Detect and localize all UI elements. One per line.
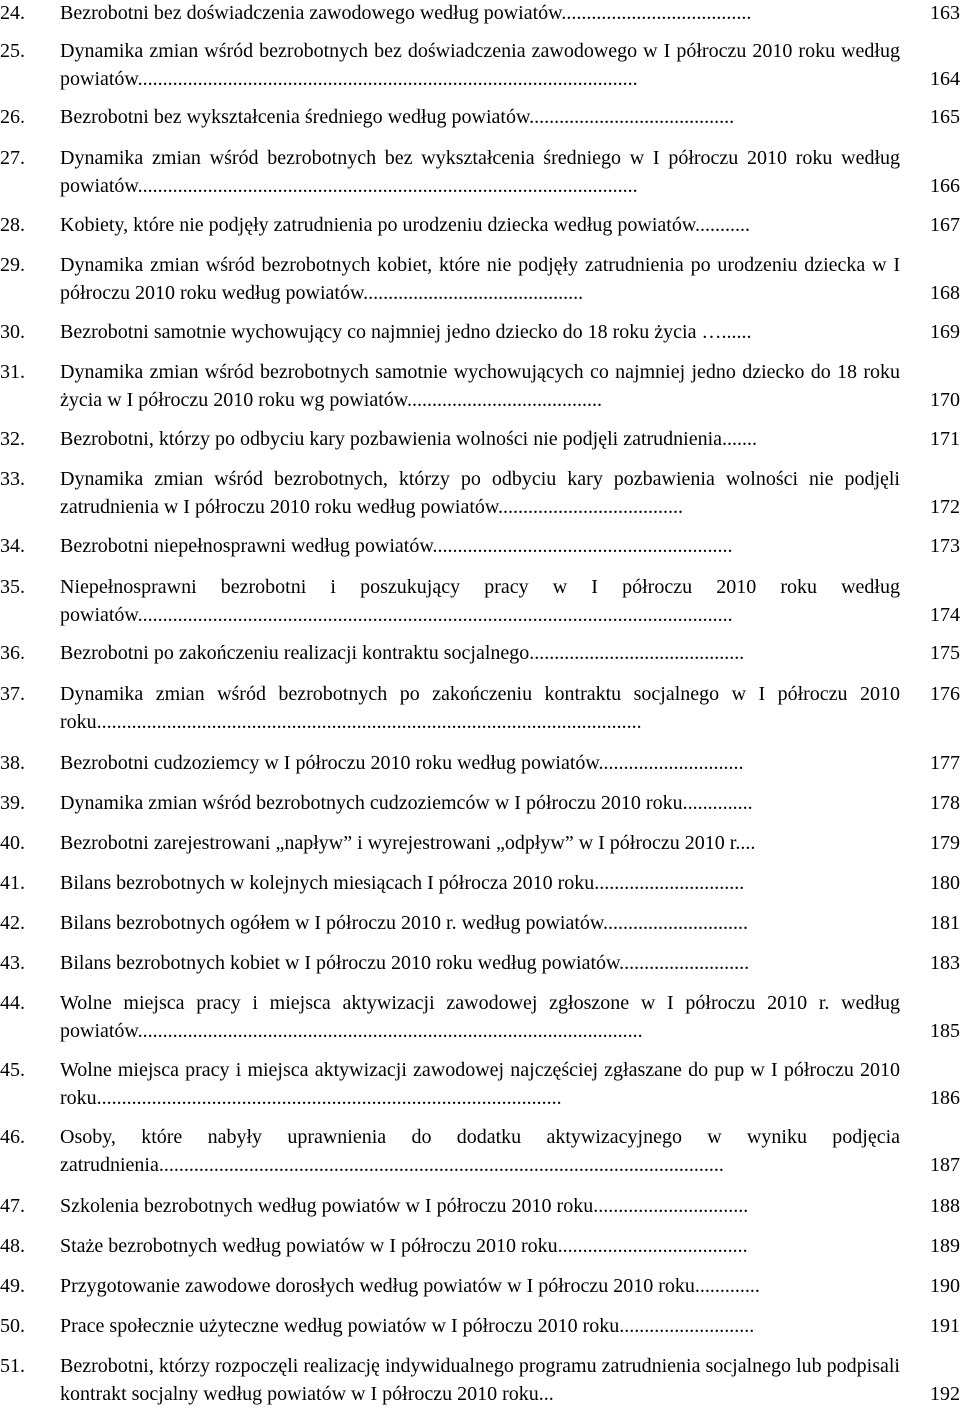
toc-entry-number: 49. — [0, 1275, 25, 1297]
toc-entry-page-number: 178 — [930, 792, 960, 814]
toc-entry-title: Bezrobotni samotnie wychowujący co najmniej jedno dziecko do 18 roku życia …...... — [60, 321, 752, 343]
toc-entry-title: Szkolenia bezrobotnych według powiatów w I półroczu 2010 roku............................... — [60, 1195, 749, 1217]
toc-entry — [0, 1193, 960, 1221]
toc-entry-title: Dynamika zmian wśród bezrobotnych, którzy po odbyciu kary pozbawienia wolności nie podjęli zatrudnienia w I półroczu 2010 roku według powiatów..................................... — [60, 468, 900, 518]
toc-entry-title: Kobiety, które nie podjęły zatrudnienia po urodzeniu dziecka według powiatów........... — [60, 214, 750, 236]
toc-entry-number: 27. — [0, 147, 25, 169]
toc-entry — [0, 0, 960, 28]
toc-entry-number: 44. — [0, 992, 25, 1014]
toc-entry — [0, 466, 960, 521]
toc-entry-title: Dynamika zmian wśród bezrobotnych samotnie wychowujących co najmniej jedno dziecko do 18 roku życia w I półroczu 2010 roku wg powiatów....................................... — [60, 361, 900, 411]
toc-entry — [0, 681, 960, 736]
toc-entry-title: Bilans bezrobotnych kobiet w I półroczu 2010 roku według powiatów.......................... — [60, 952, 750, 974]
toc-entry-number: 29. — [0, 254, 25, 276]
toc-entry-page-number: 191 — [930, 1315, 960, 1337]
toc-entry — [0, 750, 960, 778]
toc-entry-title: Bezrobotni, którzy po odbyciu kary pozbawienia wolności nie podjęli zatrudnienia....... — [60, 428, 758, 450]
toc-entry — [0, 145, 960, 200]
toc-entry-title: Dynamika zmian wśród bezrobotnych kobiet, które nie podjęły zatrudnienia po urodzeniu dziecka w I półroczu 2010 roku według powiatów............................................ — [60, 254, 900, 304]
toc-entry-page-number: 163 — [930, 2, 960, 24]
toc-entry-number: 35. — [0, 576, 25, 598]
toc-entry-number: 40. — [0, 832, 25, 854]
toc-entry-title: Staże bezrobotnych według powiatów w I półroczu 2010 roku...................................... — [60, 1235, 748, 1257]
toc-entry-page-number: 174 — [930, 603, 960, 626]
toc-entry — [0, 104, 960, 132]
toc-entry-number: 31. — [0, 361, 25, 383]
toc-entry-page-number: 170 — [930, 388, 960, 411]
toc-entry-page-number: 176 — [930, 683, 960, 705]
toc-entry-number: 43. — [0, 952, 25, 974]
toc-entry-number: 38. — [0, 752, 25, 774]
toc-entry-title: Dynamika zmian wśród bezrobotnych bez doświadczenia zawodowego w I półroczu 2010 roku według powiatów.................................................................................................... — [60, 40, 900, 90]
toc-entry-number: 48. — [0, 1235, 25, 1257]
toc-entry-number: 32. — [0, 428, 25, 450]
toc-entry-page-number: 166 — [930, 174, 960, 197]
toc-entry-number: 39. — [0, 792, 25, 814]
toc-entry-number: 50. — [0, 1315, 25, 1337]
toc-entry-page-number: 169 — [930, 321, 960, 343]
toc-entry-page-number: 172 — [930, 495, 960, 518]
toc-entry-title: Wolne miejsca pracy i miejsca aktywizacji zawodowej najczęściej zgłaszane do pup w I półroczu 2010 roku............................................................................................. — [60, 1059, 900, 1109]
toc-entry-number: 45. — [0, 1059, 25, 1081]
toc-entry-title: Przygotowanie zawodowe dorosłych według powiatów w I półroczu 2010 roku............. — [60, 1275, 760, 1297]
toc-entry-page-number: 180 — [930, 872, 960, 894]
toc-entry-page-number: 164 — [930, 67, 960, 90]
toc-entry — [0, 910, 960, 938]
toc-entry — [0, 1353, 960, 1408]
toc-entry-number: 24. — [0, 2, 25, 24]
toc-entry-title: Prace społecznie użyteczne według powiatów w I półroczu 2010 roku........................... — [60, 1315, 755, 1337]
toc-entry — [0, 1124, 960, 1179]
toc-entry-number: 47. — [0, 1195, 25, 1217]
toc-entry — [0, 870, 960, 898]
toc-entry-page-number: 167 — [930, 214, 960, 236]
toc-entry — [0, 426, 960, 454]
toc-entry-page-number: 168 — [930, 281, 960, 304]
toc-entry-number: 28. — [0, 214, 25, 236]
toc-entry-page-number: 175 — [930, 642, 960, 664]
toc-entry-title: Bezrobotni po zakończeniu realizacji kontraktu socjalnego........................................... — [60, 642, 745, 664]
toc-entry-number: 37. — [0, 683, 25, 705]
toc-entry-number: 34. — [0, 535, 25, 557]
toc-entry — [0, 950, 960, 978]
toc-entry-title: Wolne miejsca pracy i miejsca aktywizacji zawodowej zgłoszone w I półroczu 2010 r. według powiatów..................................................................................................... — [60, 992, 900, 1042]
toc-entry-page-number: 185 — [930, 1019, 960, 1042]
toc-entry-title: Niepełnosprawni bezrobotni i poszukujący pracy w I półroczu 2010 roku według powiatów....................................................................................................................... — [60, 576, 900, 626]
toc-entry-number: 46. — [0, 1126, 25, 1148]
toc-entry — [0, 533, 960, 561]
toc-entry-number: 26. — [0, 106, 25, 128]
toc-entry — [0, 359, 960, 414]
toc-entry-page-number: 181 — [930, 912, 960, 934]
toc-entry-page-number: 186 — [930, 1086, 960, 1109]
toc-entry-page-number: 183 — [930, 952, 960, 974]
toc-entry-page-number: 177 — [930, 752, 960, 774]
toc-entry-page-number: 171 — [930, 428, 960, 450]
toc-entry-page-number: 165 — [930, 106, 960, 128]
toc-entry — [0, 790, 960, 818]
toc-entry — [0, 640, 960, 668]
toc-entry-title: Bezrobotni, którzy rozpoczęli realizację indywidualnego programu zatrudnienia socjalnego lub podpisali kontrakt socjalny według powiatów w I półroczu 2010 roku... — [60, 1355, 900, 1405]
toc-entry-title: Bezrobotni zarejestrowani „napływ” i wyrejestrowani „odpływ” w I półroczu 2010 r.... — [60, 832, 756, 854]
toc-entry — [0, 1273, 960, 1301]
toc-entry-title: Bezrobotni bez wykształcenia średniego według powiatów......................................... — [60, 106, 735, 128]
toc-entry — [0, 1233, 960, 1261]
toc-entry-page-number: 188 — [930, 1195, 960, 1217]
toc-entry-title: Dynamika zmian wśród bezrobotnych bez wykształcenia średniego w I półroczu 2010 roku według powiatów.................................................................................................... — [60, 147, 900, 197]
toc-entry-page-number: 179 — [930, 832, 960, 854]
toc-entry-page-number: 189 — [930, 1235, 960, 1257]
toc-entry-number: 25. — [0, 40, 25, 62]
toc-entry — [0, 319, 960, 347]
toc-entry-number: 33. — [0, 468, 25, 490]
toc-entry — [0, 574, 960, 629]
toc-entry-page-number: 187 — [930, 1153, 960, 1176]
toc-entry-title: Bezrobotni niepełnosprawni według powiatów............................................................ — [60, 535, 733, 557]
toc-entry-number: 30. — [0, 321, 25, 343]
toc-entry-title: Bilans bezrobotnych w kolejnych miesiącach I półrocza 2010 roku.............................. — [60, 872, 745, 894]
toc-entry — [0, 990, 960, 1045]
toc-entry-page-number: 192 — [930, 1382, 960, 1405]
toc-entry-number: 51. — [0, 1355, 25, 1377]
toc-entry — [0, 212, 960, 240]
toc-entry-title: Osoby, które nabyły uprawnienia do dodatku aktywizacyjnego w wyniku podjęcia zatrudnienia................................................................................................................. — [60, 1126, 900, 1176]
toc-entry — [0, 1057, 960, 1112]
toc-entry-number: 41. — [0, 872, 25, 894]
toc-entry-number: 36. — [0, 642, 25, 664]
toc-entry-title: Dynamika zmian wśród bezrobotnych po zakończeniu kontraktu socjalnego w I półroczu 2010 roku............................................................................................................. — [60, 683, 900, 733]
toc-entry-title: Dynamika zmian wśród bezrobotnych cudzoziemców w I półroczu 2010 roku.............. — [60, 792, 753, 814]
toc-entry-number: 42. — [0, 912, 25, 934]
toc-entry-title: Bezrobotni cudzoziemcy w I półroczu 2010 roku według powiatów............................. — [60, 752, 744, 774]
toc-entry-page-number: 190 — [930, 1275, 960, 1297]
toc-entry-page-number: 173 — [930, 535, 960, 557]
toc-entry — [0, 830, 960, 858]
toc-entry — [0, 252, 960, 307]
toc-entry — [0, 1313, 960, 1341]
toc-entry-title: Bilans bezrobotnych ogółem w I półroczu 2010 r. według powiatów............................. — [60, 912, 749, 934]
toc-entry — [0, 38, 960, 93]
toc-entry-title: Bezrobotni bez doświadczenia zawodowego według powiatów...................................... — [60, 2, 752, 24]
